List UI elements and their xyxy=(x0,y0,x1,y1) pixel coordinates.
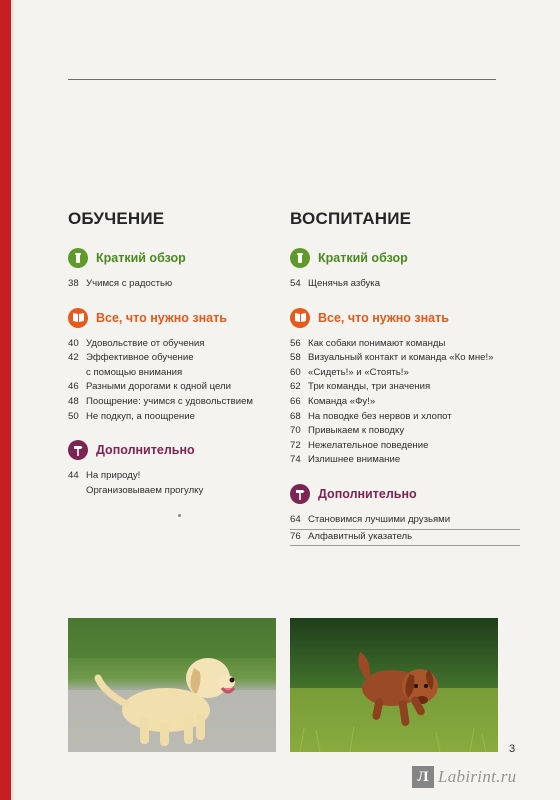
entry-title: Излишнее внимание xyxy=(308,454,401,466)
entry-title: Организовываем прогулку xyxy=(86,484,204,496)
page-ref: 50 xyxy=(68,410,79,422)
entry-title: Удовольствие от обучения xyxy=(86,337,205,349)
entry-title: На поводке без нервов и хлопот xyxy=(308,410,452,422)
entry-title: На природу! xyxy=(86,470,141,482)
toc-entry[interactable] xyxy=(290,351,520,366)
toc-entry[interactable] xyxy=(68,410,268,425)
page-ref: 76 xyxy=(290,530,301,542)
toc-column-upbringing xyxy=(290,208,520,560)
page-ref: 68 xyxy=(290,410,301,422)
toc-entry[interactable] xyxy=(68,380,268,395)
page-ref: 72 xyxy=(290,439,301,451)
toc-entry[interactable] xyxy=(290,380,520,395)
page-ref xyxy=(68,366,86,381)
toc-entry[interactable] xyxy=(68,277,268,292)
entry-title: Как собаки понимают команды xyxy=(308,337,446,349)
toc-entry[interactable] xyxy=(290,439,520,454)
page-ref: 70 xyxy=(290,425,301,437)
entry-title: Визуальный контакт и команда «Ко мне!» xyxy=(308,352,494,364)
page-ref: 44 xyxy=(68,470,79,482)
toc-entry-continuation xyxy=(68,484,268,499)
dog-treat-icon xyxy=(290,248,310,268)
toc-entry[interactable] xyxy=(290,277,520,292)
entry-title: Алфавитный указатель xyxy=(308,530,413,542)
entry-title: Эффективное обучение xyxy=(86,352,194,364)
page-ref: 42 xyxy=(68,352,79,364)
entry-title: Нежелательное поведение xyxy=(308,439,429,451)
paw-sign-icon xyxy=(68,440,88,460)
toc-entry[interactable] xyxy=(290,453,520,468)
toc-entry[interactable] xyxy=(290,410,520,425)
entry-list xyxy=(68,469,268,498)
entry-title: Привыкаем к поводку xyxy=(308,425,405,437)
open-book-icon xyxy=(290,308,310,328)
section-title-overview xyxy=(68,246,268,270)
page-ref: 74 xyxy=(290,454,301,466)
section-title-essentials xyxy=(68,306,268,330)
section-title-label: Краткий обзор xyxy=(318,251,408,265)
entry-title: Три команды, три значения xyxy=(308,381,431,393)
entry-title: Команда «Фу!» xyxy=(308,395,376,407)
decorative-dot xyxy=(178,514,181,517)
toc-entry[interactable] xyxy=(68,469,268,484)
section-title-label: Краткий обзор xyxy=(96,251,186,265)
page-ref: 54 xyxy=(290,278,301,289)
page-gutter xyxy=(11,0,15,800)
section-title-essentials xyxy=(290,306,520,330)
page-ref: 46 xyxy=(68,381,79,393)
toc-column-training xyxy=(68,208,268,512)
column-heading: ОБУЧЕНИЕ xyxy=(68,209,165,228)
toc-entry[interactable] xyxy=(68,351,268,366)
photo-red-puppy-running xyxy=(290,618,498,752)
toc-entry[interactable] xyxy=(290,395,520,410)
top-divider xyxy=(68,79,496,80)
entry-title: Становимся лучшими друзьями xyxy=(308,513,451,525)
entry-title: Разными дорогами к одной цели xyxy=(86,381,231,393)
section-title-label: Все, что нужно знать xyxy=(318,310,449,325)
entry-title: Щенячья азбука xyxy=(308,278,381,289)
entry-list xyxy=(68,337,268,425)
section-title-label: Дополнительно xyxy=(96,443,195,458)
entry-list xyxy=(68,277,268,292)
section-title-label: Дополнительно xyxy=(318,486,417,501)
toc-entry[interactable] xyxy=(68,395,268,410)
page-ref: 38 xyxy=(68,278,79,289)
labirint-logo-icon: Л xyxy=(412,766,434,788)
toc-entry[interactable] xyxy=(290,513,520,530)
toc-entry[interactable] xyxy=(290,424,520,439)
column-heading: ВОСПИТАНИЕ xyxy=(290,209,412,228)
watermark xyxy=(412,766,516,788)
page-ref: 56 xyxy=(290,337,301,349)
watermark-text: Labirint.ru xyxy=(438,767,517,786)
toc-entry-continuation xyxy=(68,366,268,381)
page-ref: 62 xyxy=(290,381,301,393)
section-title-extra xyxy=(290,482,520,506)
entry-title: с помощью внимания xyxy=(86,366,183,378)
page-number: 3 xyxy=(509,743,516,755)
open-book-icon xyxy=(68,308,88,328)
entry-title: «Сидеть!» и «Стоять!» xyxy=(308,366,409,378)
red-spine-band xyxy=(0,0,11,800)
page-ref: 66 xyxy=(290,395,301,407)
entry-list xyxy=(290,513,520,546)
toc-entry[interactable] xyxy=(290,366,520,381)
entry-title: Не подкуп, а поощрение xyxy=(86,410,195,422)
page-ref: 60 xyxy=(290,366,301,378)
page-ref: 58 xyxy=(290,352,301,364)
entry-title: Поощрение: учимся с удовольствием xyxy=(86,395,254,407)
page-ref xyxy=(68,484,86,499)
page-ref: 64 xyxy=(290,513,301,525)
page-ref: 48 xyxy=(68,395,79,407)
section-title-label: Все, что нужно знать xyxy=(96,310,227,325)
paw-sign-icon xyxy=(290,484,310,504)
page-ref: 40 xyxy=(68,337,79,349)
entry-list xyxy=(290,337,520,468)
entry-list xyxy=(290,277,520,292)
dog-treat-icon xyxy=(68,248,88,268)
toc-entry[interactable] xyxy=(290,530,520,547)
section-title-extra xyxy=(68,438,268,462)
entry-title: Учимся с радостью xyxy=(86,278,173,289)
photo-labrador-puppy-walking xyxy=(68,618,276,752)
toc-entry[interactable] xyxy=(290,337,520,352)
toc-entry[interactable] xyxy=(68,337,268,352)
section-title-overview xyxy=(290,246,520,270)
